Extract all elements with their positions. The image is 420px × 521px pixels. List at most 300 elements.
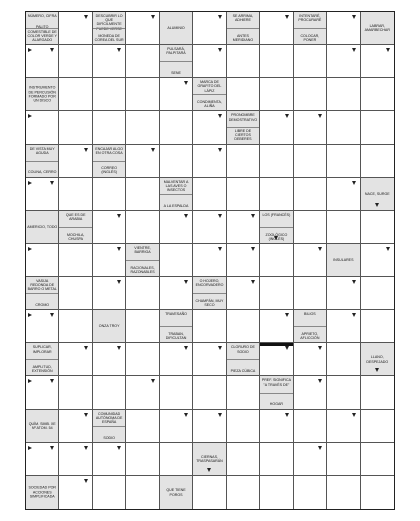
clue-text-bottom: APRIETO, AFLICCIÓN — [300, 331, 320, 341]
answer-cell[interactable] — [126, 178, 159, 211]
answer-cell[interactable] — [93, 443, 126, 476]
thick-divider — [260, 343, 292, 346]
answer-cell[interactable] — [327, 476, 360, 509]
clue-divider — [260, 393, 292, 394]
answer-cell[interactable] — [126, 343, 159, 376]
arrow-right-icon — [28, 446, 32, 450]
answer-cell[interactable] — [294, 376, 327, 409]
clue-cell — [260, 211, 293, 244]
answer-cell[interactable] — [227, 211, 260, 244]
clue-text-top: PRONOMBRE DEMOSTRATIVO — [228, 113, 258, 122]
arrow-down-icon — [50, 48, 54, 52]
arrow-right-icon — [28, 48, 32, 52]
clue-text: INSULARES — [333, 257, 354, 262]
answer-cell[interactable] — [294, 410, 327, 443]
clue-cell — [160, 178, 193, 211]
crossword-grid — [25, 11, 395, 510]
answer-cell[interactable] — [260, 12, 293, 45]
arrow-down-icon — [117, 346, 121, 350]
clue-divider — [126, 260, 158, 261]
answer-cell[interactable] — [59, 310, 92, 343]
clue-text-top: TRAVESAÑO — [165, 312, 187, 317]
clue-cell — [260, 376, 293, 409]
clue-text-top: CLORURO DE SODIO — [230, 345, 255, 354]
arrow-down-icon — [84, 148, 88, 152]
answer-cell[interactable] — [227, 376, 260, 409]
clue-cell — [93, 145, 126, 178]
clue-cell — [26, 410, 59, 443]
answer-cell[interactable] — [227, 277, 260, 310]
answer-cell[interactable] — [160, 343, 193, 376]
answer-cell[interactable] — [93, 45, 126, 78]
clue-cell — [26, 78, 59, 111]
answer-cell[interactable] — [26, 244, 59, 277]
clue-text-bottom: RACIONALES, RAZONABLES — [130, 265, 155, 274]
arrow-down-icon — [184, 81, 188, 85]
clue-text-bottom: ZOOLÓGICO (INGLÉS) — [265, 232, 288, 241]
clue-divider — [160, 326, 192, 327]
clue-text-bottom: CORREO (INGLÉS) — [101, 166, 118, 175]
answer-cell[interactable] — [227, 145, 260, 178]
answer-cell[interactable] — [361, 277, 394, 310]
clue-divider — [260, 227, 292, 228]
answer-cell[interactable] — [361, 376, 394, 409]
answer-cell[interactable] — [59, 45, 92, 78]
answer-cell[interactable] — [126, 111, 159, 144]
clue-text-top: PULSARÁ, PALPITARÁ — [166, 47, 186, 56]
answer-cell[interactable] — [193, 343, 226, 376]
answer-cell[interactable] — [193, 476, 226, 509]
arrow-down-icon — [274, 236, 278, 240]
answer-cell[interactable] — [126, 443, 159, 476]
clue-text-top: VIENTRE, BARRIGA — [134, 245, 151, 255]
answer-cell[interactable] — [26, 443, 59, 476]
answer-cell[interactable] — [93, 78, 126, 111]
arrow-down-icon — [251, 280, 255, 284]
arrow-down-icon — [207, 468, 211, 472]
answer-cell[interactable] — [126, 277, 159, 310]
arrow-right-icon — [28, 379, 32, 383]
arrow-down-icon — [285, 15, 289, 19]
answer-cell[interactable] — [93, 111, 126, 144]
answer-cell[interactable] — [227, 244, 260, 277]
answer-cell[interactable] — [193, 244, 226, 277]
clue-cell — [294, 310, 327, 343]
clue-text-bottom: SENE — [171, 71, 181, 76]
answer-cell[interactable] — [227, 443, 260, 476]
clue-text-bottom: COLINA, CERRO — [28, 170, 57, 175]
clue-divider — [93, 28, 125, 29]
arrow-down-icon — [352, 48, 356, 52]
clue-text-bottom: SODIO — [103, 435, 115, 440]
answer-cell[interactable] — [227, 178, 260, 211]
answer-cell[interactable] — [59, 178, 92, 211]
answer-cell[interactable] — [260, 78, 293, 111]
answer-cell[interactable] — [160, 145, 193, 178]
answer-cell[interactable] — [327, 376, 360, 409]
answer-cell[interactable] — [227, 78, 260, 111]
answer-cell[interactable] — [126, 410, 159, 443]
answer-cell[interactable] — [59, 476, 92, 509]
answer-cell[interactable] — [59, 111, 92, 144]
arrow-right-icon — [28, 181, 32, 185]
clue-text-top: MALVENTAR A LAS AVES O INSECTOS — [163, 179, 189, 193]
answer-cell[interactable] — [294, 244, 327, 277]
answer-cell[interactable] — [227, 45, 260, 78]
clue-text-bottom: MOCHILA, CHUSPA — [66, 232, 85, 241]
answer-cell[interactable] — [59, 78, 92, 111]
arrow-down-icon — [84, 15, 88, 19]
answer-cell[interactable] — [59, 410, 92, 443]
arrow-down-icon — [251, 247, 255, 251]
clue-text-top: SE ARRIMA, ADHIERE — [232, 14, 254, 23]
answer-cell[interactable] — [59, 145, 92, 178]
answer-cell[interactable] — [327, 12, 360, 45]
answer-cell[interactable] — [327, 410, 360, 443]
clue-text-top: COMUNIDAD AUTÓNOMA DE ESPAÑA — [95, 411, 123, 424]
answer-cell[interactable] — [260, 310, 293, 343]
answer-cell[interactable] — [327, 111, 360, 144]
clue-cell — [93, 410, 126, 443]
answer-cell[interactable] — [160, 277, 193, 310]
answer-cell[interactable] — [126, 211, 159, 244]
answer-cell[interactable] — [294, 45, 327, 78]
answer-cell[interactable] — [126, 476, 159, 509]
clue-text-top: NÚMERO, CIFRA — [27, 14, 57, 18]
clue-divider — [93, 161, 125, 162]
clue-text-bottom: TRABAN, DIFICULTAN — [165, 331, 187, 341]
answer-cell[interactable] — [93, 343, 126, 376]
clue-cell — [193, 443, 226, 476]
answer-cell[interactable] — [160, 111, 193, 144]
clue-text: CIERNAS, TRASPASARÁN — [196, 454, 223, 463]
clue-text-top: O HOJERO, ENCORVADERO — [195, 279, 224, 288]
answer-cell[interactable] — [361, 111, 394, 144]
arrow-down-icon — [151, 379, 155, 383]
clue-cell — [160, 12, 193, 45]
clue-cell — [361, 12, 394, 45]
arrow-down-icon — [218, 15, 222, 19]
answer-cell[interactable] — [193, 211, 226, 244]
arrow-down-icon — [352, 280, 356, 284]
arrow-down-icon — [50, 181, 54, 185]
clue-cell — [26, 12, 59, 45]
answer-cell[interactable] — [126, 376, 159, 409]
answer-cell[interactable] — [59, 443, 92, 476]
answer-cell[interactable] — [361, 476, 394, 509]
arrow-down-icon — [285, 413, 289, 417]
arrow-down-icon — [50, 313, 54, 317]
answer-cell[interactable] — [227, 476, 260, 509]
answer-cell[interactable] — [193, 111, 226, 144]
clue-cell — [193, 277, 226, 310]
arrow-down-icon — [117, 446, 121, 450]
arrow-down-icon — [218, 413, 222, 417]
clue-text: QUE TIENE POROS — [166, 488, 186, 497]
answer-cell[interactable] — [327, 310, 360, 343]
clue-text-top: SUPLICAR, IMPLORAR — [32, 345, 52, 354]
clue-text: LABRAR, AMARBECHAR — [364, 23, 390, 33]
clue-cell — [26, 145, 59, 178]
clue-text-bottom: CONDIMENTA, ALIÑA — [197, 99, 222, 109]
answer-cell[interactable] — [26, 310, 59, 343]
clue-text-top: DESCUBRIR LO QUE DIFÍCILMENTE PUEDE VERSE — [95, 14, 123, 31]
answer-cell[interactable] — [260, 277, 293, 310]
arrow-down-icon — [285, 114, 289, 118]
arrow-down-icon — [184, 214, 188, 218]
answer-cell[interactable] — [93, 476, 126, 509]
clue-divider — [59, 227, 91, 228]
clue-text-bottom: COLOCAR, PONER — [300, 33, 320, 42]
arrow-down-icon — [218, 214, 222, 218]
answer-cell[interactable] — [327, 178, 360, 211]
clue-text-bottom: CHAMPÁN, MUY SECO — [195, 298, 224, 307]
arrow-down-icon — [117, 280, 121, 284]
clue-text: SOCIEDAD POR ACCIONES SIMPLIFICADA — [28, 486, 56, 499]
answer-cell[interactable] — [361, 443, 394, 476]
arrow-down-icon — [151, 148, 155, 152]
answer-cell[interactable] — [294, 277, 327, 310]
arrow-down-icon — [84, 479, 88, 483]
answer-cell[interactable] — [361, 410, 394, 443]
answer-cell[interactable] — [260, 45, 293, 78]
arrow-down-icon — [318, 346, 322, 350]
answer-cell[interactable] — [126, 78, 159, 111]
clue-text-top: DE VISTA MUY AGUDA — [29, 146, 55, 155]
clue-text-top: LOS (FRANCÉS) — [262, 212, 291, 217]
answer-cell[interactable] — [93, 277, 126, 310]
answer-cell[interactable] — [361, 211, 394, 244]
arrow-down-icon — [318, 446, 322, 450]
answer-cell[interactable] — [327, 343, 360, 376]
answer-cell[interactable] — [260, 410, 293, 443]
answer-cell[interactable] — [59, 12, 92, 45]
clue-text-top: PREF. SIGNIFICA "A TRAVÉS DE" — [261, 378, 291, 387]
arrow-down-icon — [352, 413, 356, 417]
answer-cell[interactable] — [59, 376, 92, 409]
answer-cell[interactable] — [126, 12, 159, 45]
arrow-right-icon — [28, 114, 32, 118]
clue-text-bottom: A LA ESPALDA — [163, 203, 189, 208]
answer-cell[interactable] — [193, 410, 226, 443]
arrow-down-icon — [117, 214, 121, 218]
arrow-down-icon — [218, 346, 222, 350]
arrow-down-icon — [352, 181, 356, 185]
arrow-down-icon — [184, 413, 188, 417]
clue-text: INSTRUMENTO DE PERCUSIÓN FORMADO POR UN DISCO — [28, 85, 56, 103]
answer-cell[interactable] — [361, 45, 394, 78]
answer-cell[interactable] — [260, 476, 293, 509]
arrow-down-icon — [251, 214, 255, 218]
clue-cell — [93, 310, 126, 343]
answer-cell[interactable] — [93, 178, 126, 211]
answer-cell[interactable] — [126, 145, 159, 178]
answer-cell[interactable] — [327, 277, 360, 310]
arrow-down-icon — [184, 280, 188, 284]
answer-cell[interactable] — [260, 111, 293, 144]
clue-text-bottom: LIBRE DE CIERTOS DEBERES — [234, 128, 252, 142]
clue-cell — [59, 211, 92, 244]
answer-cell[interactable] — [193, 145, 226, 178]
arrow-down-icon — [218, 247, 222, 251]
arrow-down-icon — [117, 48, 121, 52]
clue-divider — [294, 28, 326, 29]
answer-cell[interactable] — [59, 277, 92, 310]
arrow-down-icon — [318, 379, 322, 383]
clue-text: NACE, SURGE — [364, 191, 390, 196]
clue-divider — [227, 359, 259, 360]
answer-cell[interactable] — [160, 244, 193, 277]
clue-cell — [26, 343, 59, 376]
answer-cell[interactable] — [327, 78, 360, 111]
clue-cell — [26, 211, 59, 244]
arrow-down-icon — [50, 379, 54, 383]
arrow-down-icon — [285, 346, 289, 350]
answer-cell[interactable] — [294, 178, 327, 211]
answer-cell[interactable] — [26, 376, 59, 409]
clue-text-bottom: AMPLITUD, EXTENSIÓN — [31, 365, 53, 374]
clue-cell — [160, 45, 193, 78]
answer-cell[interactable] — [294, 145, 327, 178]
answer-cell[interactable] — [93, 211, 126, 244]
answer-cell[interactable] — [126, 45, 159, 78]
answer-cell[interactable] — [361, 310, 394, 343]
arrow-down-icon — [386, 48, 390, 52]
answer-cell[interactable] — [361, 145, 394, 178]
arrow-down-icon — [218, 114, 222, 118]
clue-divider — [26, 293, 58, 294]
clue-divider — [26, 359, 58, 360]
answer-cell[interactable] — [160, 410, 193, 443]
clue-cell — [327, 244, 360, 277]
answer-cell[interactable] — [160, 443, 193, 476]
answer-cell[interactable] — [160, 78, 193, 111]
arrow-down-icon — [218, 148, 222, 152]
clue-text: AMERICIO, TODO — [27, 224, 58, 229]
answer-cell[interactable] — [59, 343, 92, 376]
clue-cell — [193, 78, 226, 111]
arrow-down-icon — [84, 446, 88, 450]
clue-cell — [93, 12, 126, 45]
arrow-down-icon — [375, 203, 379, 207]
clue-cell — [294, 12, 327, 45]
clue-divider — [160, 194, 192, 195]
answer-cell[interactable] — [260, 244, 293, 277]
clue-text: LLANO, DESPEJADO — [366, 355, 389, 364]
clue-text-top: VASIJA REDONDA DE BARRO O METAL — [27, 279, 57, 292]
arrow-down-icon — [184, 346, 188, 350]
arrow-down-icon — [352, 15, 356, 19]
arrow-down-icon — [375, 368, 379, 372]
clue-text-bottom: PIEZA CÚBICA — [230, 369, 256, 374]
clue-text: ONZA TROY — [98, 324, 120, 329]
answer-cell[interactable] — [227, 410, 260, 443]
clue-text-bottom: PALITO COMESTIBLE DE COLOR VERDE Y ALARGADO — [27, 25, 57, 42]
answer-cell[interactable] — [294, 476, 327, 509]
answer-cell[interactable] — [193, 178, 226, 211]
clue-divider — [160, 61, 192, 62]
clue-text: ALUMINIO — [167, 25, 185, 30]
answer-cell[interactable] — [26, 45, 59, 78]
arrow-down-icon — [386, 247, 390, 251]
arrow-down-icon — [151, 15, 155, 19]
clue-cell — [126, 244, 159, 277]
answer-cell[interactable] — [93, 244, 126, 277]
arrow-down-icon — [84, 346, 88, 350]
clue-cell — [361, 343, 394, 376]
clue-cell — [227, 12, 260, 45]
clue-cell — [227, 343, 260, 376]
arrow-down-icon — [352, 313, 356, 317]
answer-cell[interactable] — [260, 145, 293, 178]
answer-cell[interactable] — [361, 78, 394, 111]
clue-text-top: BILIOS — [304, 312, 316, 317]
clue-text-top: ENCAJAR ALGO EN OTRA COSA — [95, 146, 123, 155]
arrow-down-icon — [84, 413, 88, 417]
clue-cell — [26, 277, 59, 310]
answer-cell[interactable] — [93, 376, 126, 409]
answer-cell[interactable] — [260, 178, 293, 211]
answer-cell[interactable] — [260, 343, 293, 376]
answer-cell[interactable] — [26, 178, 59, 211]
answer-cell[interactable] — [327, 443, 360, 476]
clue-text-bottom: CROMO — [35, 302, 50, 307]
answer-cell[interactable] — [260, 443, 293, 476]
answer-cell[interactable] — [26, 111, 59, 144]
arrow-down-icon — [318, 247, 322, 251]
clue-text-top: MARCA DE GRAFITO DEL LÁPIZ — [197, 80, 222, 93]
answer-cell[interactable] — [160, 376, 193, 409]
answer-cell[interactable] — [193, 45, 226, 78]
clue-divider — [193, 293, 225, 294]
answer-cell[interactable] — [126, 310, 159, 343]
answer-cell[interactable] — [160, 211, 193, 244]
arrow-down-icon — [218, 48, 222, 52]
answer-cell[interactable] — [294, 211, 327, 244]
answer-cell[interactable] — [294, 443, 327, 476]
clue-cell — [227, 111, 260, 144]
clue-divider — [93, 426, 125, 427]
arrow-down-icon — [117, 247, 121, 251]
answer-cell[interactable] — [294, 78, 327, 111]
clue-cell — [160, 476, 193, 509]
clue-divider — [294, 326, 326, 327]
arrow-right-icon — [28, 247, 32, 251]
answer-cell[interactable] — [193, 310, 226, 343]
answer-cell[interactable] — [294, 111, 327, 144]
answer-cell[interactable] — [59, 244, 92, 277]
clue-text-bottom: ANTES MERIDIANO — [232, 33, 254, 42]
clue-text-top: QUE ES DE ARABIA — [65, 212, 86, 221]
answer-cell[interactable] — [294, 343, 327, 376]
answer-cell[interactable] — [361, 244, 394, 277]
clue-text: QUÍM. SIMB. XE Nº ATOM. 54 — [28, 421, 56, 430]
answer-cell[interactable] — [327, 45, 360, 78]
arrow-right-icon — [28, 313, 32, 317]
answer-cell[interactable] — [193, 376, 226, 409]
answer-cell[interactable] — [193, 12, 226, 45]
answer-cell[interactable] — [327, 211, 360, 244]
answer-cell[interactable] — [227, 310, 260, 343]
arrow-down-icon — [50, 446, 54, 450]
clue-cell — [26, 476, 59, 509]
clue-text-top: INTENTARÉ, PROCURARÉ — [298, 14, 322, 23]
clue-cell — [160, 310, 193, 343]
answer-cell[interactable] — [327, 145, 360, 178]
clue-text-bottom: MONEDA DE COREA DEL SUR — [94, 33, 124, 42]
clue-divider — [193, 94, 225, 95]
clue-cell — [361, 178, 394, 211]
